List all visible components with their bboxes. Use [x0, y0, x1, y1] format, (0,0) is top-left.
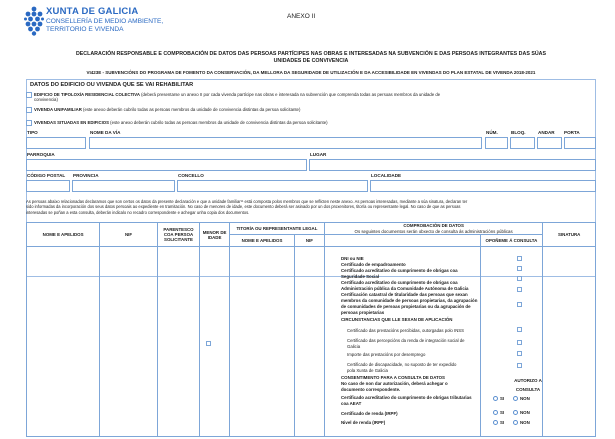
income-level-no-label: NON — [520, 420, 530, 425]
number-label: NÚM. — [486, 130, 498, 135]
department-name: CONSELLERÍA DE MEDIO AMBIENTE, TERRITORIO E VIVENDA — [46, 18, 164, 33]
street-name-label: NOME DA VÍA — [90, 130, 121, 135]
form-title: DECLARACIÓN RESPONSABLE E COMPROBACIÓN DE DATOS DAS PERSOAS PARTÍCIPES NAS OBRAS E INTERESADAS NA SUBVENCIÓN E DAS PERSOAS INTEGRANTES DAS SÚAS UNIDADES DE CONVIVENCIA — [75, 51, 547, 64]
option-in-buildings-label: VIVENDAS SITUADAS EN EDIFICIOS (este anexo deberán cubrilo todas as persoas membros da unidade de convivencia distintas da persoa solicitante) — [34, 120, 328, 125]
col-header-signature: SINATURA — [543, 223, 596, 247]
circumstance-disability-1: Certificado de discapacidade, no suposto de ter expedido — [347, 362, 457, 367]
door-label: PORTA — [564, 130, 580, 135]
table-row — [27, 247, 596, 437]
form-subtitle: VI423E - SUBVENCIÓNS DO PROGRAMA DE FOMENTO DA CONSERVACIÓN, DA MELLORA DA SEGURIDADE DE UTILIZACIÓN E DA ACCESIBILIDADE EN VIVENDAS DO PLAN ESTATAL DE VIVENDA 2018-2021 — [86, 70, 536, 75]
place-field[interactable] — [309, 159, 596, 171]
income-level-yes-label: SI — [500, 420, 505, 425]
xunta-galicia-logo-icon — [24, 6, 44, 36]
declaration-text: As persoas abaixo relacionadas declaramos que son certos os datos da presente declaración e que a unidade familiar¹¹ está composta polos membros que se reflicten neste anexo. As persoas interesadas, mediante a súa sinatura, declaran ter sido informadas da incorporación dos seus datos persoais ao expediente en tramitación. No caso de menores de idade, este documento deberá ser asinado por un dos proxenitores, titor/a ou representante legal. No caso de que as persoas interesadas se poñan a esta consulta, deberán indicalo no recadro correspondente e achegar unha copia dos documentos. — [26, 199, 468, 215]
verify-cadastre-3: de comunidades de persoas propietarias ou da agrupación de — [341, 304, 471, 309]
consent-income-level: Nivel de renda (IRPF) — [341, 420, 386, 425]
option-single-family-checkbox[interactable] — [26, 107, 32, 113]
oppose-census-checkbox[interactable] — [517, 266, 522, 271]
consent-title: CONSENTIMENTO PARA A CONSULTA DE DATOS — [341, 375, 445, 380]
verify-xunta-1: Certificado acreditativo do cumprimento de obrigas coa — [341, 280, 458, 285]
col-header-minor: MENOR DE IDADE — [200, 223, 230, 247]
authorize-label-2: CONSULTA — [515, 387, 541, 392]
circumstance-disability-2: pola Xunta de Galicia — [347, 368, 388, 373]
circumstances-title: CIRCUNSTANCIAS QUE LLE SEXAN DE APLICACIÓN — [341, 317, 453, 322]
member-name-cell[interactable] — [27, 247, 100, 437]
postal-code-field[interactable] — [26, 180, 70, 192]
oppose-disability-checkbox[interactable] — [517, 363, 522, 368]
col-header-oppose: OPOÑEME Á CONSULTA — [480, 235, 543, 247]
option-in-buildings-checkbox[interactable] — [26, 120, 32, 126]
col-header-nif: NIF — [100, 223, 158, 247]
locality-label: LOCALIDADE — [371, 173, 402, 178]
org-name: XUNTA DE GALICIA — [46, 6, 139, 17]
oppose-checkbox-cell — [480, 247, 543, 437]
col-header-guardian-nif: NIF — [294, 235, 324, 247]
circumstance-risga-2: Galicia — [347, 344, 361, 349]
verify-ss-2: Seguridade Social — [341, 274, 380, 279]
guardian-name-cell[interactable] — [230, 247, 295, 437]
locality-field[interactable] — [370, 180, 596, 192]
parish-label: PARROQUIA — [27, 152, 55, 157]
municipality-field[interactable] — [177, 180, 368, 192]
option-collective-label: EDIFICIO DE TIPOLOXÍA RESIDENCIAL COLECTIVA (deberá presentarse un anexo II por cada vivenda partícipe nas obras e interesada na subvención que comprenda todas as persoas membros da unidade de convivencia) — [34, 91, 441, 102]
income-cert-yes-label: SI — [500, 410, 505, 415]
block-label: BLOQ. — [511, 130, 526, 135]
col-header-name: NOME E APELIDOS — [27, 223, 100, 247]
postal-code-label: CÓDIGO POSTAL — [27, 173, 66, 178]
consent-aeat-2: coa AEAT — [341, 401, 362, 406]
income-level-yes-radio[interactable] — [493, 420, 498, 425]
circumstance-inss: Certificado das prestacións percibidas, outorgadas polo INSS — [347, 328, 465, 333]
member-nif-cell[interactable] — [100, 247, 158, 437]
option-single-family-label: VIVENDA UNIFAMILIAR (este anexo deberán cubrilo todas as persoas membros da unidade de convivencia distintas da persoa solicitante) — [34, 107, 301, 112]
verify-ss-1: Certificado acreditativo do cumprimento de obrigas coa — [341, 268, 458, 273]
guardian-nif-cell[interactable] — [294, 247, 324, 437]
tipo-field[interactable] — [26, 137, 86, 149]
consent-intro-2: documento correspondente. — [341, 387, 401, 392]
verify-dni: DNI ou NIE — [341, 256, 364, 261]
parish-field[interactable] — [26, 159, 307, 171]
aeat-yes-label: SI — [500, 396, 505, 401]
circumstance-unemployment: Importe das prestacións por desemprego — [347, 352, 426, 357]
oppose-cadastre-checkbox[interactable] — [517, 302, 522, 307]
minor-checkbox[interactable] — [206, 341, 211, 346]
street-name-field[interactable] — [89, 137, 482, 149]
oppose-ss-checkbox[interactable] — [517, 276, 522, 281]
oppose-xunta-checkbox[interactable] — [517, 287, 522, 292]
income-cert-no-label: NON — [520, 410, 530, 415]
oppose-unemployment-checkbox[interactable] — [517, 351, 522, 356]
col-header-guardian: TITORÍA OU REPRESENTANTE LEGAL — [230, 223, 325, 235]
income-level-no-radio[interactable] — [513, 420, 518, 425]
income-cert-no-radio[interactable] — [513, 410, 518, 415]
oppose-inss-checkbox[interactable] — [517, 327, 522, 332]
authorize-label: AUTORIZO A — [514, 378, 542, 383]
province-field[interactable] — [72, 180, 175, 192]
col-header-verification: COMPROBACIÓN DE DATOS Os seguintes documentos serán obxecto de consulta ás administracións públicas — [324, 223, 543, 235]
verify-cadastre-1: Certificación catastral de titularidade das persoas que sexan — [341, 292, 468, 297]
consent-intro-1: No caso de non dar autorización, deberá achegar o — [341, 381, 448, 386]
tipo-label: TIPO — [27, 130, 38, 135]
option-collective-checkbox[interactable] — [26, 92, 32, 98]
aeat-no-label: NON — [520, 396, 530, 401]
oppose-risga-checkbox[interactable] — [517, 340, 522, 345]
number-field[interactable] — [485, 137, 508, 149]
building-section-title: DATOS DO EDIFICIO OU VIVENDA QUE SE VAI REHABILITAR — [30, 82, 194, 88]
municipality-label: CONCELLO — [178, 173, 204, 178]
income-cert-yes-radio[interactable] — [493, 410, 498, 415]
floor-label: ANDAR — [538, 130, 555, 135]
signature-cell[interactable] — [543, 247, 596, 437]
door-field[interactable] — [564, 137, 596, 149]
verify-census: Certificado de empadroamento — [341, 262, 406, 267]
verify-xunta-2: Administración pública da Comunidade Autónoma de Galicia — [341, 286, 469, 291]
member-minor-cell — [200, 247, 230, 437]
annex-label: ANEXO II — [287, 13, 316, 20]
aeat-yes-radio[interactable] — [493, 396, 498, 401]
circumstance-risga-1: Certificado das percepcións da renda de integración social de — [347, 338, 465, 343]
aeat-no-radio[interactable] — [513, 396, 518, 401]
members-table — [26, 222, 596, 437]
consent-income-certificate: Certificado de renda (IRPF) — [341, 411, 398, 416]
block-field[interactable] — [510, 137, 535, 149]
province-label: PROVINCIA — [73, 173, 99, 178]
consent-aeat-1: Certificado acreditativo do cumprimento de obrigas tributarias — [341, 395, 472, 400]
member-kinship-cell[interactable] — [157, 247, 199, 437]
verify-cadastre-2: membros da comunidade de persoas propietarias, da agrupación — [341, 298, 478, 303]
col-header-kinship: PARENTESCO COA PERSOA SOLICITANTE — [157, 223, 199, 247]
floor-field[interactable] — [537, 137, 562, 149]
oppose-dni-checkbox[interactable] — [517, 256, 522, 261]
verify-cadastre-4: persoas propietarias — [341, 310, 385, 315]
place-label: LUGAR — [310, 152, 327, 157]
col-header-guardian-name: NOME E APELIDOS — [230, 235, 295, 247]
